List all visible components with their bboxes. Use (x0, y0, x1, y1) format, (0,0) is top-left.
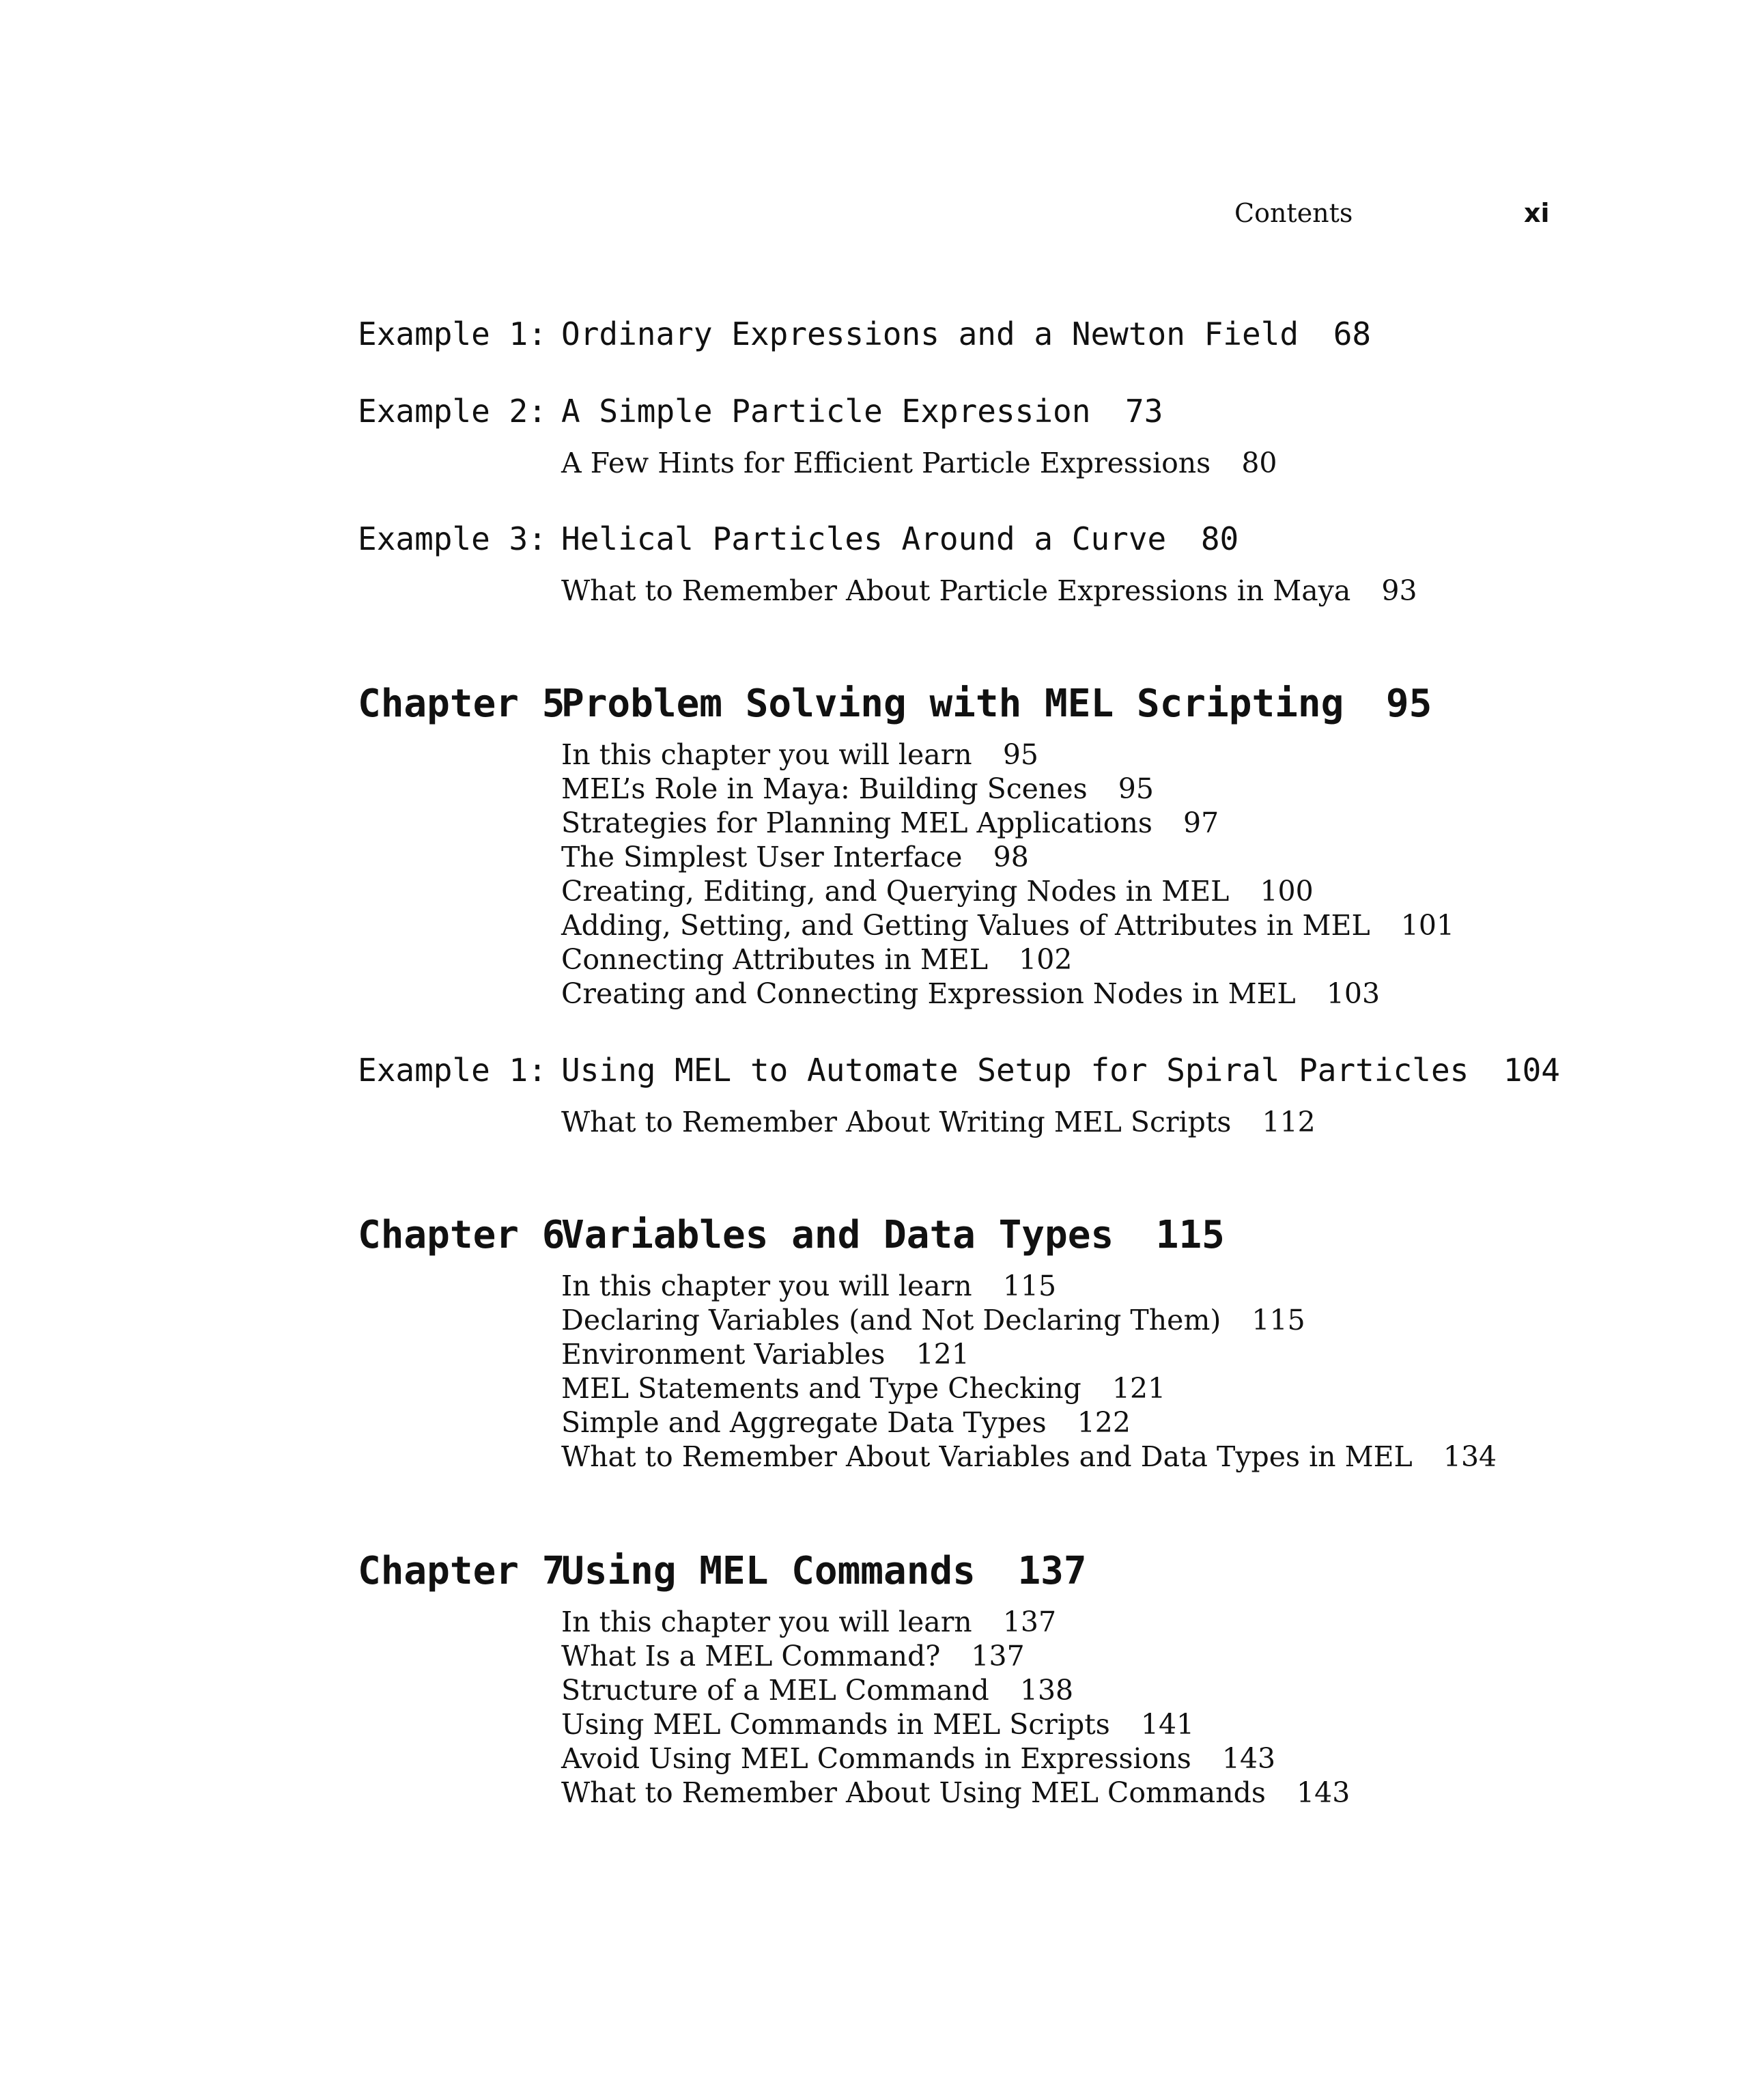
toc-chapter-title (561, 682, 1432, 727)
toc-entry-title: In this chapter you will learn (561, 1270, 972, 1302)
toc-entry-title: Helical Particles Around a Curve (561, 520, 1167, 557)
toc-chapter-label: Chapter 5 (358, 682, 565, 726)
toc-entry-title: The Simplest User Interface (561, 841, 963, 873)
toc-sub-entry (561, 1639, 1025, 1673)
toc-entry-page: 93 (1381, 574, 1417, 607)
toc-entry-title: In this chapter you will learn (561, 1606, 972, 1638)
toc-example-title (561, 313, 1371, 354)
toc-sub-entry (561, 806, 1219, 840)
toc-entry-page: 98 (993, 841, 1029, 873)
toc-sub-entry (561, 1673, 1073, 1707)
toc-sub-entry (561, 446, 1277, 480)
toc-entry-title: Creating and Connecting Expression Nodes in MEL (561, 977, 1296, 1010)
toc-sub-entry (561, 1303, 1305, 1337)
toc-entry-title: What to Remember About Using MEL Commands (561, 1776, 1266, 1809)
toc-sub-entry (561, 1269, 1056, 1303)
toc-sub-entry (561, 1105, 1316, 1139)
toc-entry-title: What to Remember About Particle Expressions in Maya (561, 574, 1351, 607)
toc-sub-entry (561, 1707, 1194, 1741)
toc-example-label: Example 3: (358, 520, 547, 557)
toc-entry-title: Using MEL Commands in MEL Scripts (561, 1708, 1110, 1741)
toc-entry-title: Problem Solving with MEL Scripting (561, 682, 1344, 726)
toc-entry-page: 80 (1241, 447, 1277, 479)
toc-entry-page: 103 (1326, 977, 1381, 1010)
toc-entry-page: 104 (1503, 1052, 1561, 1089)
toc-entry-page: 137 (971, 1640, 1025, 1672)
toc-entry-page: 115 (1251, 1304, 1305, 1336)
toc-entry-page: 80 (1200, 520, 1239, 557)
toc-entry-page: 102 (1019, 943, 1073, 976)
toc-entry-page: 143 (1221, 1742, 1276, 1775)
toc-entry-title: Variables and Data Types (561, 1213, 1114, 1257)
toc-sub-entry (561, 1371, 1165, 1405)
toc-entry-page: 95 (1118, 772, 1154, 805)
toc-entry-title: Creating, Editing, and Querying Nodes in MEL (561, 875, 1230, 908)
toc-sub-entry (561, 908, 1454, 942)
toc-example-label: Example 1: (358, 316, 547, 352)
toc-entry-page: 112 (1262, 1106, 1316, 1138)
toc-chapter-label: Chapter 7 (358, 1549, 565, 1593)
toc-entry-title: Declaring Variables (and Not Declaring Them) (561, 1304, 1221, 1336)
toc-entry-page: 115 (1155, 1213, 1225, 1257)
toc-entry-page: 134 (1443, 1440, 1497, 1473)
toc-entry-title: Simple and Aggregate Data Types (561, 1406, 1047, 1439)
toc-chapter-label: Chapter 6 (358, 1213, 565, 1257)
toc-entry-title: Using MEL to Automate Setup for Spiral Particles (561, 1052, 1469, 1089)
running-head-title: Contents (1234, 198, 1353, 228)
toc-sub-entry (561, 977, 1380, 1011)
toc-sub-entry (561, 942, 1072, 977)
toc-entry-page: 141 (1140, 1708, 1195, 1741)
toc-entry-title: Using MEL Commands (561, 1549, 976, 1593)
toc-entry-title: Ordinary Expressions and a Newton Field (561, 316, 1299, 352)
toc-entry-page: 137 (1017, 1549, 1087, 1593)
toc-entry-title: MEL Statements and Type Checking (561, 1372, 1081, 1405)
toc-example-label: Example 2: (358, 393, 547, 430)
toc-entry-page: 143 (1297, 1776, 1350, 1809)
toc-entry-title: Strategies for Planning MEL Applications (561, 807, 1152, 839)
toc-example-label: Example 1: (358, 1052, 547, 1089)
toc-entry-title: What Is a MEL Command? (561, 1640, 941, 1672)
toc-entry-title: In this chapter you will learn (561, 738, 972, 771)
toc-entry-title: Adding, Setting, and Getting Values of Attributes in MEL (561, 909, 1370, 942)
toc-sub-entry (561, 1440, 1497, 1474)
toc-example-title (561, 391, 1163, 432)
toc-entry-title: Structure of a MEL Command (561, 1674, 989, 1707)
toc-sub-entry (561, 738, 1038, 772)
toc-entry-page: 137 (1002, 1606, 1057, 1638)
toc-sub-entry (561, 1605, 1056, 1639)
toc-example-title (561, 518, 1238, 559)
toc-entry-title: MEL’s Role in Maya: Building Scenes (561, 772, 1088, 805)
toc-entry-page: 68 (1333, 316, 1372, 352)
toc-entry-title: A Few Hints for Efficient Particle Expressions (561, 447, 1211, 479)
toc-entry-page: 95 (1385, 682, 1432, 726)
toc-chapter-title (561, 1549, 1087, 1594)
toc-entry-page: 121 (1112, 1372, 1166, 1405)
toc-sub-entry (561, 574, 1417, 608)
toc-entry-title: Connecting Attributes in MEL (561, 943, 989, 976)
toc-entry-title: What to Remember About Writing MEL Scripts (561, 1106, 1232, 1138)
toc-entry-page: 138 (1019, 1674, 1074, 1707)
toc-entry-title: What to Remember About Variables and Data Types in MEL (561, 1440, 1413, 1473)
toc-sub-entry (561, 1776, 1350, 1810)
toc-sub-entry (561, 1741, 1275, 1776)
toc-sub-entry (561, 772, 1154, 806)
toc-chapter-title (561, 1213, 1225, 1258)
toc-sub-entry (561, 874, 1314, 908)
toc-entry-page: 100 (1260, 875, 1314, 908)
toc-entry-page: 73 (1125, 393, 1163, 430)
toc-entry-page: 121 (916, 1338, 969, 1371)
toc-entry-page: 97 (1183, 807, 1219, 839)
toc-example-title (561, 1050, 1560, 1091)
toc-entry-page: 122 (1077, 1406, 1131, 1439)
toc-entry-page: 95 (1002, 738, 1038, 771)
toc-entry-title: Avoid Using MEL Commands in Expressions (561, 1742, 1191, 1775)
toc-entry-page: 101 (1400, 909, 1455, 942)
toc-sub-entry (561, 840, 1029, 874)
page-number: xi (1524, 198, 1550, 228)
toc-entry-title: A Simple Particle Expression (561, 393, 1091, 430)
toc-sub-entry (561, 1405, 1131, 1440)
toc-sub-entry (561, 1337, 969, 1371)
toc-entry-title: Environment Variables (561, 1338, 886, 1371)
toc-entry-page: 115 (1002, 1270, 1057, 1302)
